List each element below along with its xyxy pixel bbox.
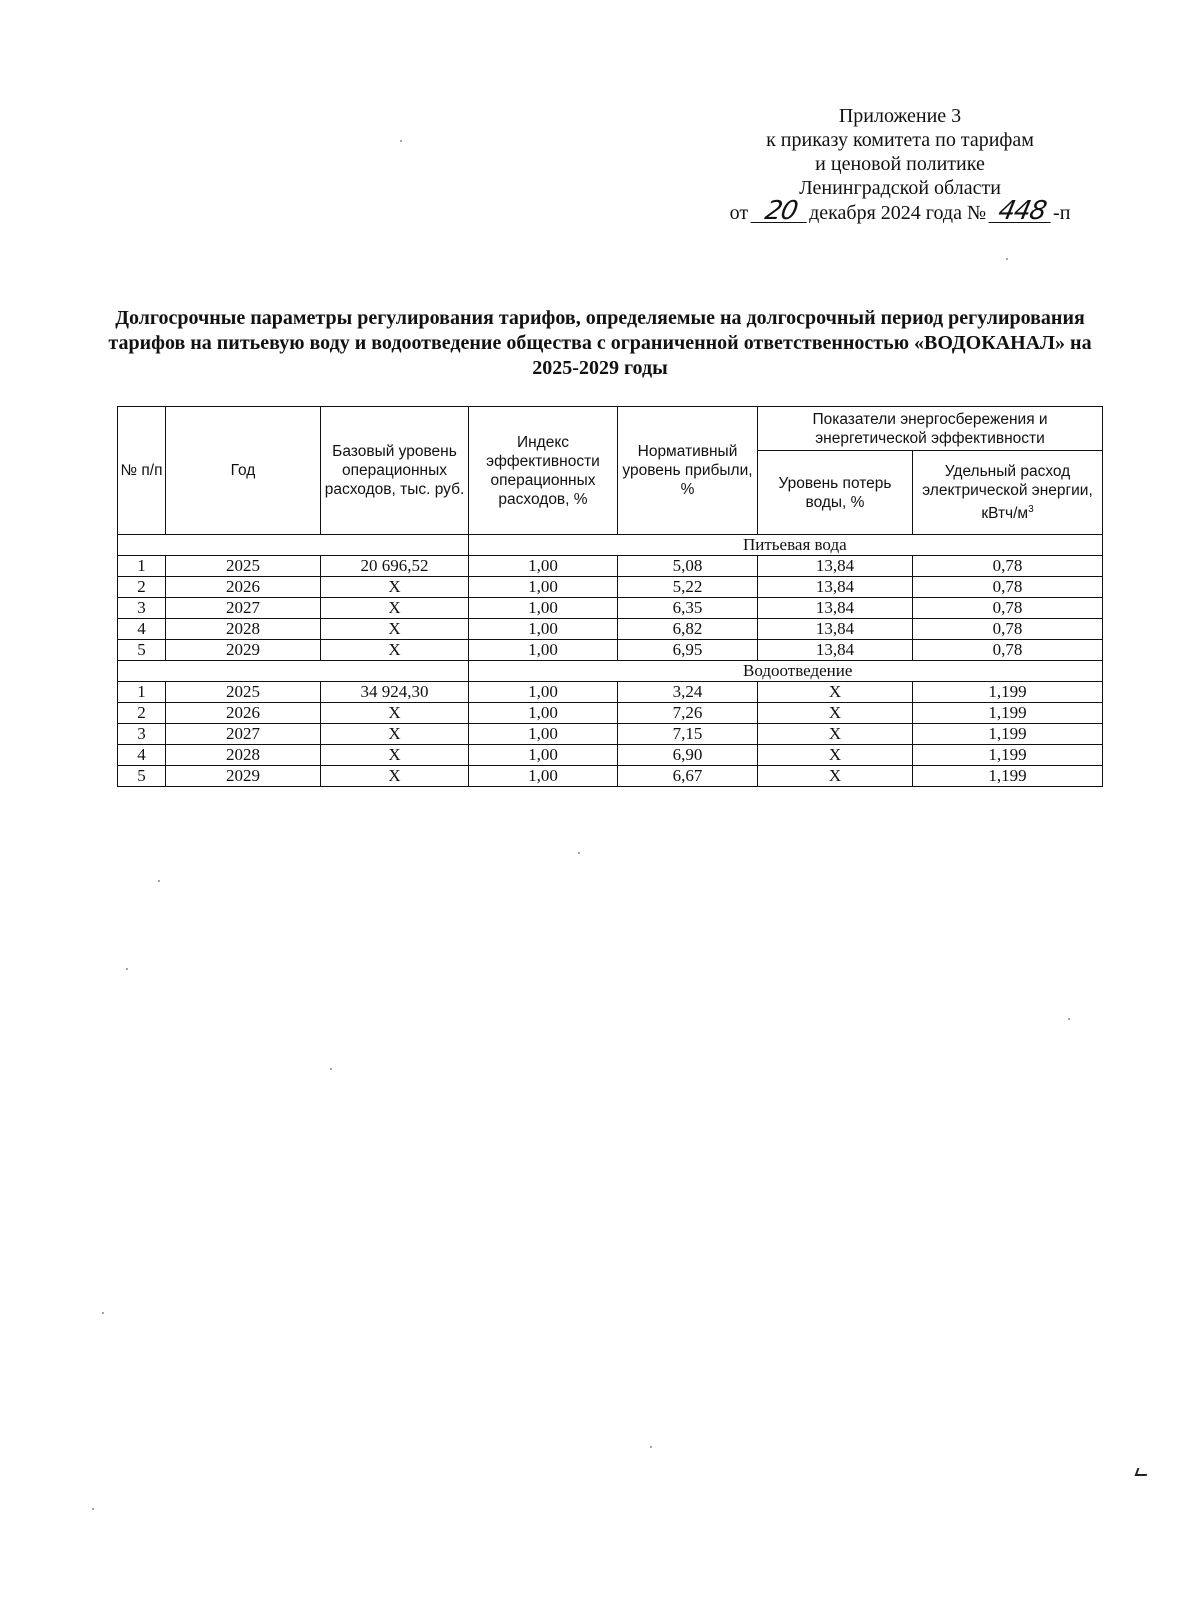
cell-num: 4 bbox=[118, 619, 166, 640]
cell-year: 2026 bbox=[166, 703, 321, 724]
header-year: Год bbox=[166, 407, 321, 535]
header-electricity-text: Удельный расход электрической энергии, кВтч/м bbox=[922, 462, 1093, 523]
table-row bbox=[118, 703, 1103, 724]
cell-electricity: 1,199 bbox=[913, 766, 1103, 787]
appendix-header bbox=[640, 104, 1160, 225]
cell-base: X bbox=[321, 619, 469, 640]
header-num: № п/п bbox=[118, 407, 166, 535]
cell-electricity: 1,199 bbox=[913, 703, 1103, 724]
cell-profit: 6,35 bbox=[618, 598, 758, 619]
section-row bbox=[118, 535, 1103, 556]
cell-year: 2027 bbox=[166, 598, 321, 619]
cell-year: 2029 bbox=[166, 640, 321, 661]
cell-num: 4 bbox=[118, 745, 166, 766]
cell-index: 1,00 bbox=[469, 745, 618, 766]
scan-speck bbox=[1006, 258, 1008, 260]
scan-speck bbox=[92, 1508, 94, 1510]
cell-electricity: 0,78 bbox=[913, 598, 1103, 619]
header-efficiency-index: Индекс эффективности операционных расходов, % bbox=[469, 407, 618, 535]
cell-base: X bbox=[321, 577, 469, 598]
scan-speck bbox=[126, 968, 128, 970]
cell-profit: 6,90 bbox=[618, 745, 758, 766]
scan-speck bbox=[1068, 1018, 1070, 1020]
appendix-line-4: Ленинградской области bbox=[799, 177, 1001, 199]
cell-profit: 6,82 bbox=[618, 619, 758, 640]
cell-losses: 13,84 bbox=[758, 556, 913, 577]
cell-electricity: 1,199 bbox=[913, 724, 1103, 745]
cell-profit: 3,24 bbox=[618, 682, 758, 703]
table-row bbox=[118, 724, 1103, 745]
header-base-opex: Базовый уровень операционных расходов, тыс. руб. bbox=[321, 407, 469, 535]
cell-losses: X bbox=[758, 745, 913, 766]
header-water-losses: Уровень потерь воды, % bbox=[758, 451, 913, 535]
cell-losses: 13,84 bbox=[758, 619, 913, 640]
table-row bbox=[118, 766, 1103, 787]
cell-year: 2028 bbox=[166, 745, 321, 766]
cell-profit: 5,08 bbox=[618, 556, 758, 577]
cell-index: 1,00 bbox=[469, 577, 618, 598]
header-electricity bbox=[913, 451, 1103, 535]
cell-base: X bbox=[321, 766, 469, 787]
cell-electricity: 0,78 bbox=[913, 619, 1103, 640]
cell-electricity: 0,78 bbox=[913, 577, 1103, 598]
cell-year: 2028 bbox=[166, 619, 321, 640]
cell-losses: X bbox=[758, 766, 913, 787]
cell-profit: 6,95 bbox=[618, 640, 758, 661]
cell-year: 2025 bbox=[166, 682, 321, 703]
table-row bbox=[118, 640, 1103, 661]
parameters-table bbox=[117, 406, 1103, 787]
scan-speck bbox=[330, 1068, 332, 1070]
scan-speck bbox=[102, 1312, 104, 1314]
cell-losses: 13,84 bbox=[758, 640, 913, 661]
cell-index: 1,00 bbox=[469, 724, 618, 745]
document-title: Долгосрочные параметры регулирования тарифов, определяемые на долгосрочный период регулирования тарифов на питьевую воду и водоотведение общества с ограниченной ответственностью «ВОДОКАНАЛ» на 2025-2029 годы bbox=[108, 307, 1092, 379]
cell-profit: 7,15 bbox=[618, 724, 758, 745]
scan-speck bbox=[400, 140, 402, 142]
cell-year: 2026 bbox=[166, 577, 321, 598]
cell-base: 20 696,52 bbox=[321, 556, 469, 577]
cell-base: X bbox=[321, 724, 469, 745]
cell-num: 2 bbox=[118, 703, 166, 724]
table-row bbox=[118, 556, 1103, 577]
header-energy-group: Показатели энергосбережения и энергетической эффективности bbox=[758, 407, 1103, 451]
table-row bbox=[118, 598, 1103, 619]
cell-index: 1,00 bbox=[469, 619, 618, 640]
section-blank-cell bbox=[118, 661, 469, 682]
cell-electricity: 1,199 bbox=[913, 682, 1103, 703]
appendix-line-2: к приказу комитета по тарифам bbox=[766, 129, 1034, 151]
appendix-date-line bbox=[640, 196, 1160, 226]
cell-losses: 13,84 bbox=[758, 598, 913, 619]
section-row bbox=[118, 661, 1103, 682]
cell-num: 5 bbox=[118, 766, 166, 787]
scan-speck bbox=[650, 1446, 652, 1448]
cell-electricity: 0,78 bbox=[913, 640, 1103, 661]
cell-base: X bbox=[321, 745, 469, 766]
cell-num: 5 bbox=[118, 640, 166, 661]
cell-index: 1,00 bbox=[469, 598, 618, 619]
cell-losses: X bbox=[758, 703, 913, 724]
cell-base: X bbox=[321, 598, 469, 619]
section-label: Питьевая вода bbox=[469, 535, 1103, 556]
cell-index: 1,00 bbox=[469, 682, 618, 703]
date-rest: декабря 2024 года № bbox=[809, 202, 987, 224]
cell-base: X bbox=[321, 703, 469, 724]
cell-base: X bbox=[321, 640, 469, 661]
cell-profit: 6,67 bbox=[618, 766, 758, 787]
cell-year: 2027 bbox=[166, 724, 321, 745]
cell-index: 1,00 bbox=[469, 703, 618, 724]
cell-base: 34 924,30 bbox=[321, 682, 469, 703]
scan-speck bbox=[578, 852, 580, 854]
table-row bbox=[118, 682, 1103, 703]
appendix-line-3: и ценовой политике bbox=[815, 153, 985, 175]
cell-index: 1,00 bbox=[469, 556, 618, 577]
cell-year: 2025 bbox=[166, 556, 321, 577]
cell-num: 1 bbox=[118, 682, 166, 703]
table-body bbox=[118, 535, 1103, 787]
table-row bbox=[118, 577, 1103, 598]
cell-losses: X bbox=[758, 724, 913, 745]
cell-electricity: 0,78 bbox=[913, 556, 1103, 577]
appendix-line-1: Приложение 3 bbox=[838, 105, 962, 127]
header-electricity-sup: 3 bbox=[1028, 503, 1034, 515]
header-profit-level: Нормативный уровень прибыли, % bbox=[618, 407, 758, 535]
table-row bbox=[118, 745, 1103, 766]
order-suffix: -п bbox=[1053, 202, 1071, 224]
cell-electricity: 1,199 bbox=[913, 745, 1103, 766]
cell-losses: 13,84 bbox=[758, 577, 913, 598]
margin-mark-icon bbox=[1135, 1468, 1150, 1476]
handwritten-order-number: 448 bbox=[989, 200, 1056, 223]
cell-year: 2029 bbox=[166, 766, 321, 787]
cell-num: 1 bbox=[118, 556, 166, 577]
cell-num: 3 bbox=[118, 598, 166, 619]
table-row bbox=[118, 619, 1103, 640]
cell-index: 1,00 bbox=[469, 640, 618, 661]
section-blank-cell bbox=[118, 535, 469, 556]
cell-num: 2 bbox=[118, 577, 166, 598]
cell-profit: 5,22 bbox=[618, 577, 758, 598]
date-prefix: от bbox=[729, 202, 749, 224]
cell-profit: 7,26 bbox=[618, 703, 758, 724]
scan-speck bbox=[158, 880, 160, 882]
section-label: Водоотведение bbox=[469, 661, 1103, 682]
cell-index: 1,00 bbox=[469, 766, 618, 787]
cell-losses: X bbox=[758, 682, 913, 703]
cell-num: 3 bbox=[118, 724, 166, 745]
handwritten-day: 20 bbox=[751, 200, 812, 223]
